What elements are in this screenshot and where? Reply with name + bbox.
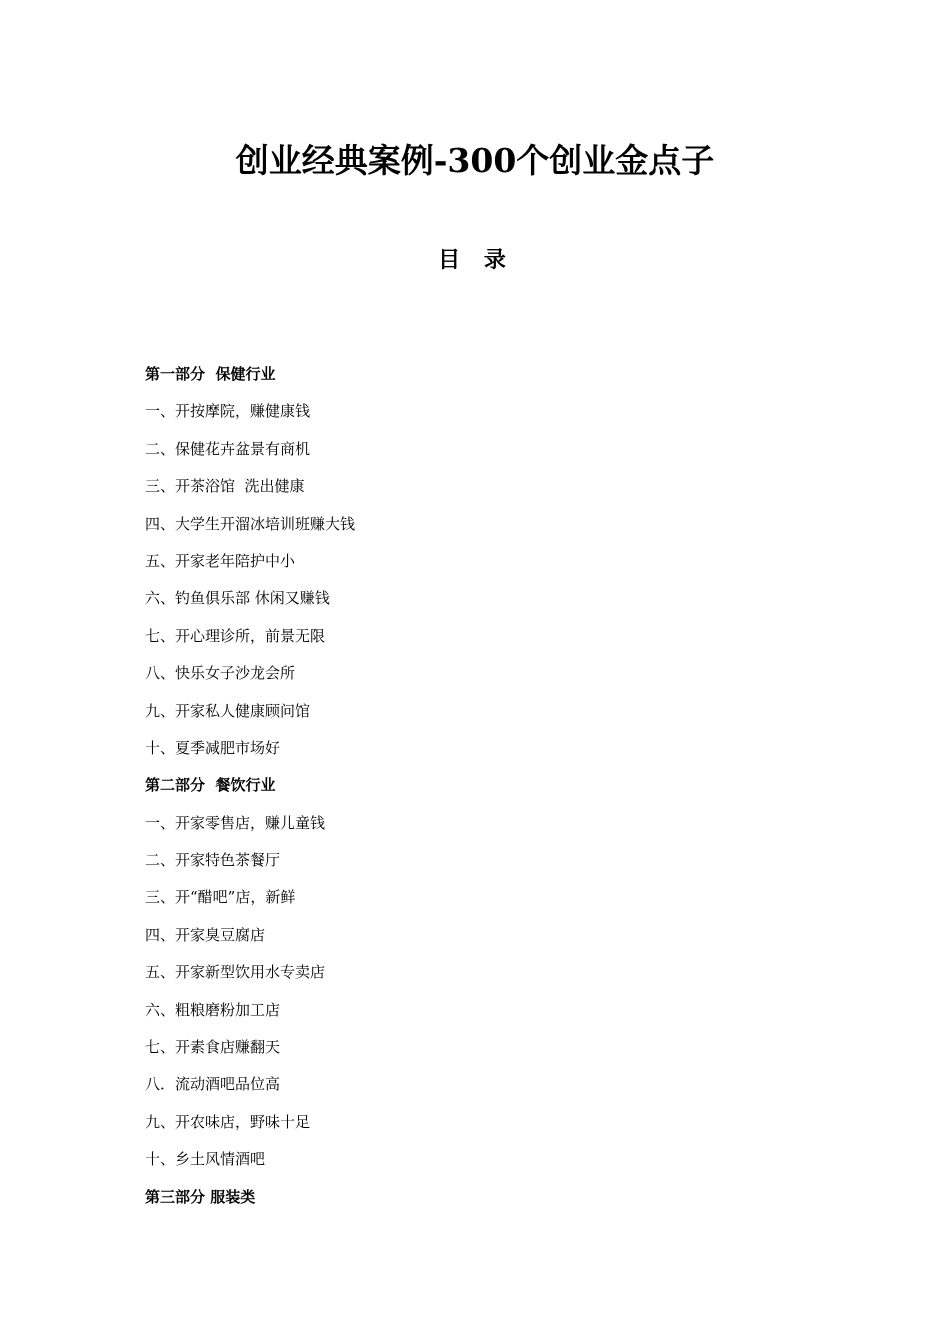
toc-item: 三、开“醋吧”店，新鲜	[145, 888, 296, 907]
toc-item: 四、开家臭豆腐店	[145, 925, 266, 944]
table-of-contents	[145, 360, 845, 1220]
toc-item: 十、乡土风情酒吧	[145, 1150, 266, 1169]
toc-item: 七、开素食店赚翻天	[145, 1038, 281, 1057]
toc-item: 七、开心理诊所，前景无限	[145, 626, 326, 645]
toc-item: 八、快乐女子沙龙会所	[145, 664, 296, 683]
toc-section-part-2: 第二部分 餐饮行业	[145, 776, 276, 795]
toc-item: 六、钓鱼俱乐部 休闲又赚钱	[145, 589, 330, 608]
toc-item: 五、开家新型饮用水专卖店	[145, 963, 326, 982]
toc-item: 九、开农味店，野味十足	[145, 1112, 311, 1131]
toc-item: 四、大学生开溜冰培训班赚大钱	[145, 514, 356, 533]
toc-item: 八．流动酒吧品位高	[145, 1075, 281, 1094]
toc-section-part-3: 第三部分 服装类	[145, 1187, 256, 1206]
toc-item: 一、开家零售店，赚儿童钱	[145, 813, 326, 832]
toc-item: 一、开按摩院，赚健康钱	[145, 402, 311, 421]
toc-heading: 目 录	[438, 248, 514, 273]
toc-item: 九、开家私人健康顾问馆	[145, 701, 311, 720]
toc-item: 十、夏季减肥市场好	[145, 738, 281, 757]
toc-section-part-1: 第一部分 保健行业	[145, 365, 276, 383]
toc-item: 五、开家老年陪护中小	[145, 551, 296, 570]
toc-item: 二、开家特色茶餐厅	[145, 851, 281, 870]
toc-item: 六、粗粮磨粉加工店	[145, 1000, 281, 1019]
toc-item: 二、保健花卉盆景有商机	[145, 439, 311, 458]
document-title: 创业经典案例-300个创业金点子	[235, 141, 715, 180]
toc-item: 三、开茶浴馆 洗出健康	[145, 477, 305, 496]
